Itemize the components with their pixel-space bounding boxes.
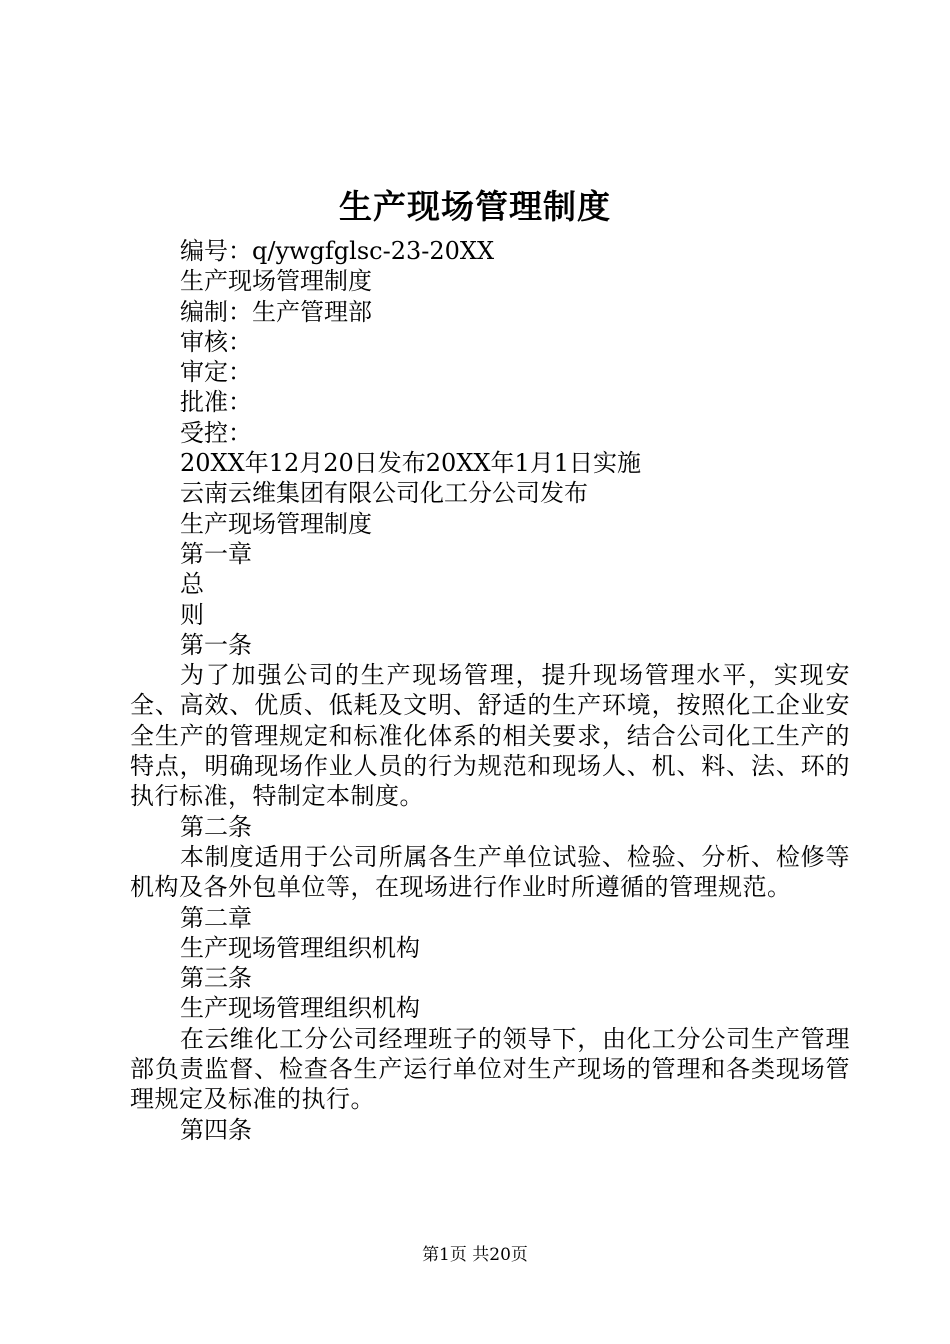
- document-name-repeat: 生产现场管理制度: [180, 509, 372, 538]
- authorized-field: 批准：: [180, 388, 252, 417]
- reviewed-field: 审核：: [180, 327, 252, 356]
- article-1-heading: 第一条: [180, 630, 252, 659]
- chapter-1-title-part-2: 则: [180, 600, 204, 629]
- article-3-text: 在云维化工分公司经理班子的领导下，由化工分公司生产管理部负责监督、检查各生产运行单位对生产现场的管理和各类现场管理规定及标准的执行。: [130, 1024, 850, 1114]
- approved-field: 审定：: [180, 358, 252, 387]
- page-title: 生产现场管理制度: [339, 187, 611, 226]
- page-footer: 第1页 共20页: [422, 1245, 528, 1265]
- chapter-1-title-part-1: 总: [180, 570, 204, 599]
- compiled-by: 编制：生产管理部: [180, 297, 372, 326]
- controlled-field: 受控：: [180, 418, 252, 447]
- document-name: 生产现场管理制度: [180, 267, 372, 296]
- article-2-heading: 第二条: [180, 812, 252, 841]
- article-1-text: 为了加强公司的生产现场管理，提升现场管理水平，实现安全、高效、优质、低耗及文明、舒适的生产环境，按照化工企业安全生产的管理规定和标准化体系的相关要求，结合公司化工生产的特点，明确现场作业人员的行为规范和现场人、机、料、法、环的执行标准，特制定本制度。: [130, 661, 850, 811]
- publisher: 云南云维集团有限公司化工分公司发布: [180, 479, 588, 508]
- article-2-text: 本制度适用于公司所属各生产单位试验、检验、分析、检修等机构及各外包单位等，在现场进行作业时所遵循的管理规范。: [130, 842, 850, 902]
- issue-dates: 20XX年12月20日发布20XX年1月1日实施: [180, 449, 642, 478]
- chapter-2-heading: 第二章: [180, 903, 252, 932]
- article-3-subheading: 生产现场管理组织机构: [180, 994, 420, 1023]
- article-4-heading: 第四条: [180, 1115, 252, 1144]
- document-code: 编号：q/ywgfglsc-23-20XX: [180, 237, 495, 265]
- article-3-heading: 第三条: [180, 964, 252, 993]
- chapter-1-heading: 第一章: [180, 539, 252, 568]
- document-body: [130, 236, 850, 1145]
- chapter-2-title: 生产现场管理组织机构: [180, 933, 420, 962]
